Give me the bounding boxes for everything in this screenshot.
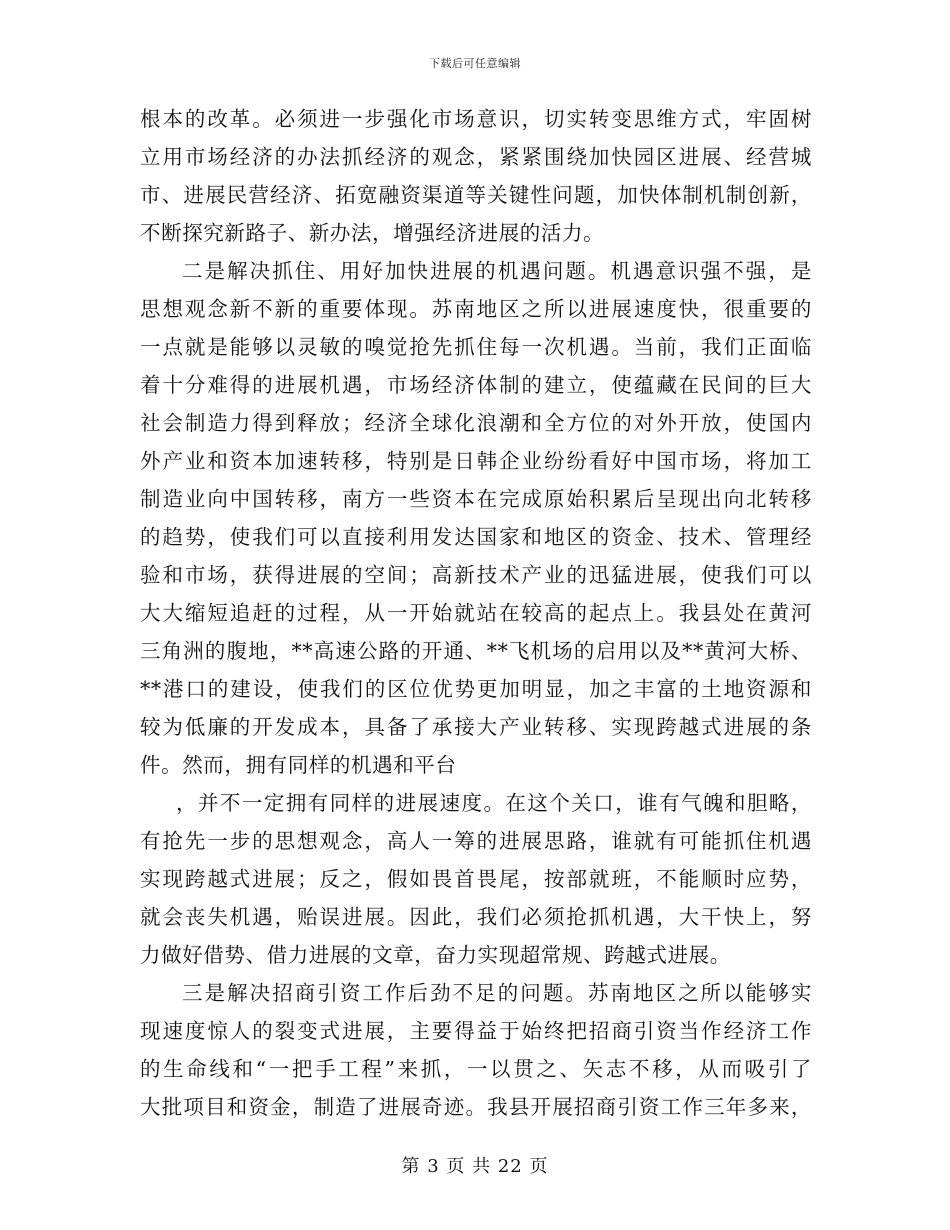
text-line: 较为低廉的开发成本，具备了承接大产业转移、实现跨越式进展的条 (140, 715, 812, 739)
text-line: ，并不一定拥有同样的进展速度。在这个关口，谁有气魄和胆略， (176, 791, 812, 815)
text-line: **港口的建设，使我们的区位优势更加明显，加之丰富的土地资源和 (140, 677, 812, 701)
text-line: 力做好借势、借力进展的文章，奋力实现超常规、跨越式进展。 (140, 943, 731, 967)
text-line: 三是解决招商引资工作后劲不足的问题。苏南地区之所以能够实 (182, 981, 812, 1005)
document-body (140, 100, 812, 1126)
text-line: 思想观念新不新的重要体现。苏南地区之所以进展速度快，很重要的 (140, 297, 812, 321)
text-line: 就会丧失机遇，贻误进展。因此，我们必须抢抓机遇，大干快上，努 (140, 905, 812, 929)
text-line: 验和市场，获得进展的空间；高新技术产业的迅猛进展，使我们可以 (140, 563, 812, 587)
text-line: 着十分难得的进展机遇，市场经济体制的建立，使蕴藏在民间的巨大 (140, 373, 812, 397)
page-number-footer: 第 3 页 共 22 页 (401, 1156, 549, 1177)
text-line: 市、进展民营经济、拓宽融资渠道等关键性问题，加快体制机制创新， (140, 183, 812, 207)
text-line: 的生命线和“一把手工程”来抓，一以贯之、矢志不移，从而吸引了 (140, 1057, 812, 1081)
text-line: 大大缩短追赶的过程，从一开始就站在较高的起点上。我县处在黄河 (140, 601, 812, 625)
text-line: 实现跨越式进展；反之，假如畏首畏尾，按部就班，不能顺时应势， (140, 867, 812, 891)
text-line: 有抢先一步的思想观念，高人一筹的进展思路，谁就有可能抓住机遇 (140, 829, 812, 853)
text-line: 制造业向中国转移，南方一些资本在完成原始积累后呈现出向北转移 (140, 487, 812, 511)
text-line: 外产业和资本加速转移，特别是日韩企业纷纷看好中国市场，将加工 (140, 449, 812, 473)
text-line: 一点就是能够以灵敏的嗅觉抢先抓住每一次机遇。当前，我们正面临 (140, 335, 812, 359)
text-line: 二是解决抓住、用好加快进展的机遇问题。机遇意识强不强，是 (182, 259, 812, 283)
text-line: 社会制造力得到释放；经济全球化浪潮和全方位的对外开放，使国内 (140, 411, 812, 435)
text-line: 件。然而，拥有同样的机遇和平台 (140, 753, 457, 777)
text-line: 不断探究新路子、新办法，增强经济进展的活力。 (140, 221, 605, 245)
page-header: 下载后可任意编辑 (429, 57, 521, 70)
text-line: 根本的改革。必须进一步强化市场意识，切实转变思维方式，牢固树 (140, 107, 812, 131)
text-line: 的趋势，使我们可以直接利用发达国家和地区的资金、技术、管理经 (140, 525, 812, 549)
text-line: 现速度惊人的裂变式进展，主要得益于始终把招商引资当作经济工作 (140, 1019, 812, 1043)
text-line: 三角洲的腹地，**高速公路的开通、**飞机场的启用以及**黄河大桥、 (140, 639, 812, 663)
text-line: 立用市场经济的办法抓经济的观念，紧紧围绕加快园区进展、经营城 (140, 145, 812, 169)
text-line: 大批项目和资金，制造了进展奇迹。我县开展招商引资工作三年多来， (140, 1095, 812, 1119)
